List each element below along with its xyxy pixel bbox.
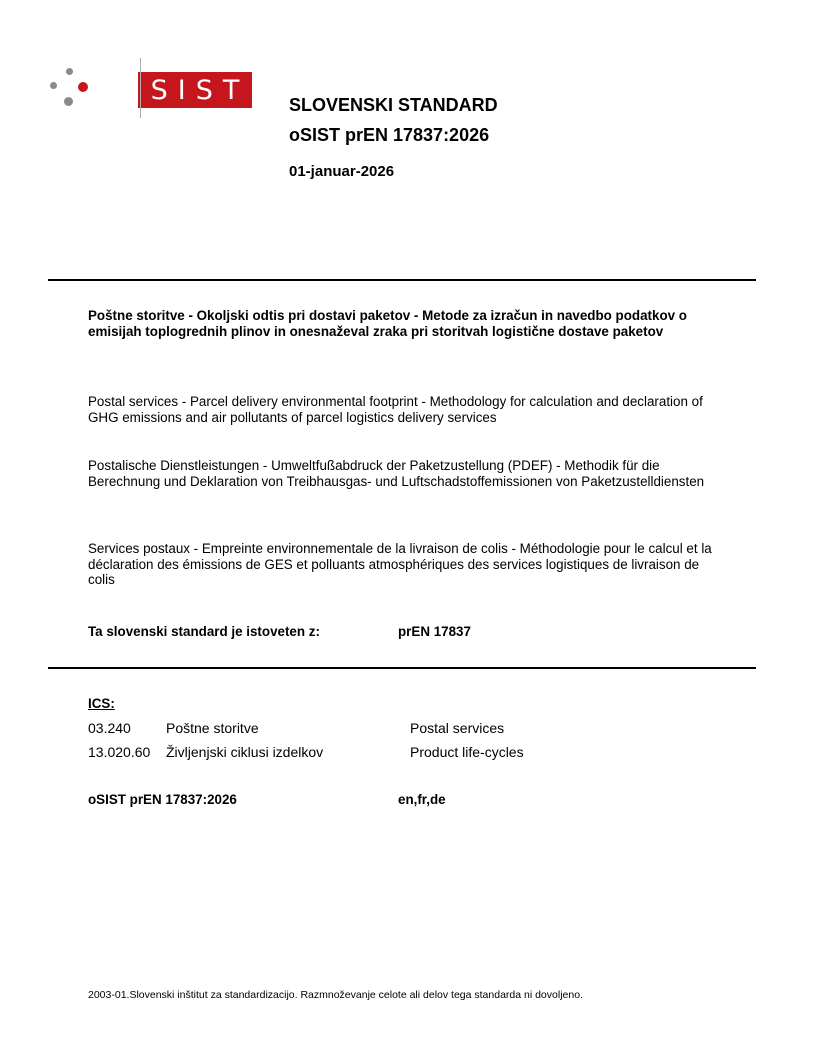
ics-code: 03.240	[88, 720, 131, 736]
logo-dot-top	[66, 68, 73, 75]
logo-dot-left	[50, 82, 57, 89]
title-english: Postal services - Parcel delivery environmental footprint - Methodology for calculation and declaration of GHG emissions and air pollutants of parcel logistics delivery services	[88, 394, 703, 425]
copyright-footer: 2003-01.Slovenski inštitut za standardizacijo. Razmnoževanje celote ali delov tega standarda ni dovoljeno.	[88, 989, 583, 1001]
title-german: Postalische Dienstleistungen - Umweltfußabdruck der Paketzustellung (PDEF) - Methodik für die Berechnung und Deklaration von Treibhausgas- und Luftschadstoffemissionen von Paketzustelldiensten	[88, 458, 705, 489]
document-languages: en,fr,de	[398, 792, 446, 807]
title-slovenian: Poštne storitve - Okoljski odtis pri dostavi paketov - Metode za izračun in navedbo podatkov o emisijah toplogrednih plinov in onesnaževal zraka pri storitvah logistične dostave paketov	[88, 308, 687, 339]
sist-logo	[48, 66, 250, 120]
divider-top	[48, 279, 756, 281]
title-french: Services postaux - Empreinte environnementale de la livraison de colis - Méthodologie pour le calcul et la déclaration des émissions de GES et polluants atmosphériques des services logistiques de livraison de colis	[88, 541, 712, 587]
standard-heading: SLOVENSKI STANDARD	[289, 95, 498, 115]
document-id: oSIST prEN 17837:2026	[88, 792, 237, 807]
standard-number: oSIST prEN 17837:2026	[289, 125, 490, 145]
ics-name-en: Product life-cycles	[410, 744, 524, 760]
ics-name-en: Postal services	[410, 720, 505, 736]
standard-date: 01-januar-2026	[289, 163, 395, 180]
identical-value: prEN 17837	[398, 624, 471, 639]
divider-bottom	[48, 667, 756, 669]
logo-box	[138, 72, 252, 108]
logo-dot-red	[78, 82, 88, 92]
ics-name-sl: Življenjski ciklusi izdelkov	[166, 744, 324, 760]
ics-name-sl: Poštne storitve	[166, 720, 259, 736]
ics-code: 13.020.60	[88, 744, 151, 760]
logo-divider	[140, 58, 141, 118]
identical-label: Ta slovenski standard je istoveten z:	[88, 624, 320, 639]
logo-dot-bottom	[64, 97, 73, 106]
ics-label: ICS:	[88, 696, 115, 711]
logo-text: SIST	[150, 74, 250, 106]
